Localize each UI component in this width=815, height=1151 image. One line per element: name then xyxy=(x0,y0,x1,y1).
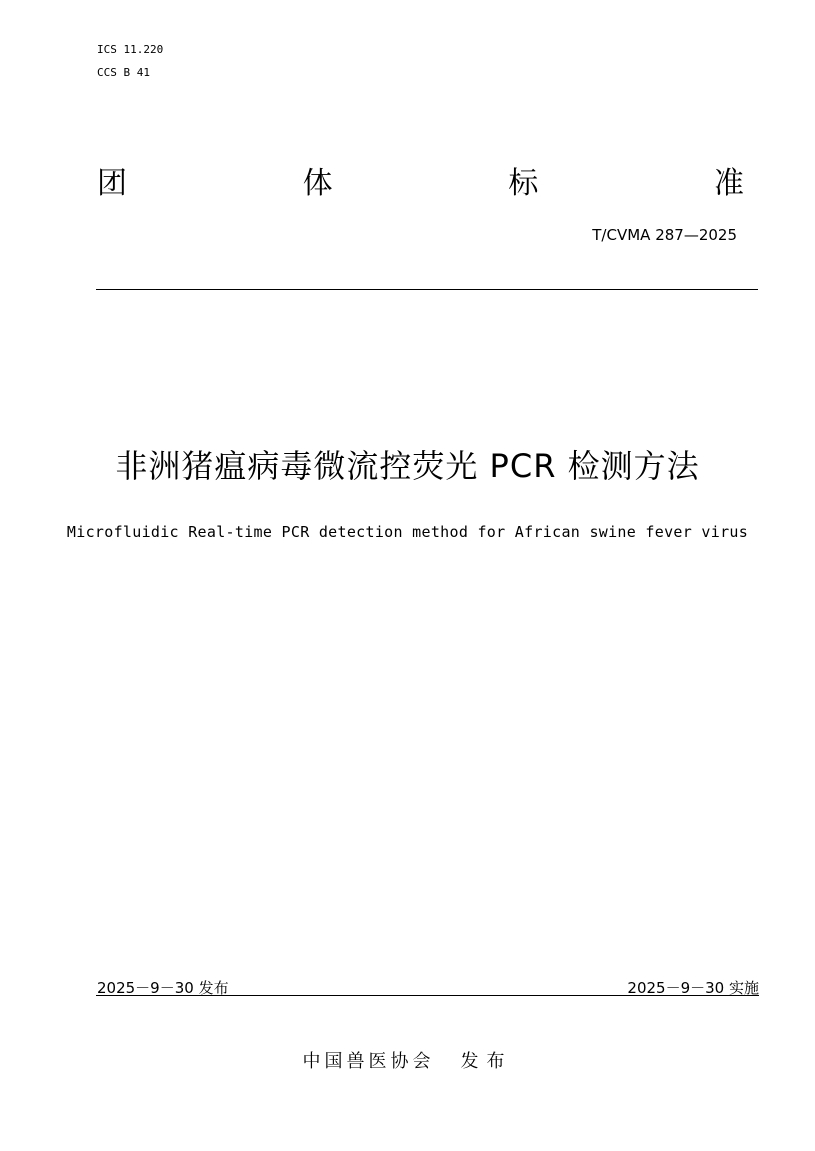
category-char-3: 标 xyxy=(508,166,539,201)
issue-verb: 发布 xyxy=(460,1051,513,1072)
bottom-divider xyxy=(96,995,759,996)
title-chinese: 非洲猪瘟病毒微流控荧光 PCR 检测方法 xyxy=(115,447,700,485)
top-divider xyxy=(96,289,758,290)
standard-number: T/CVMA 287—2025 xyxy=(592,226,737,244)
standard-category xyxy=(97,160,744,200)
ccs-code: CCS B 41 xyxy=(97,66,150,79)
implement-date: 2025－9－30 实施 xyxy=(627,979,759,997)
ics-code: ICS 11.220 xyxy=(97,43,164,56)
issuer-line xyxy=(0,1047,815,1073)
category-char-2: 体 xyxy=(302,166,333,201)
issuer-name: 中国兽医协会 xyxy=(302,1051,435,1072)
title-english: Microfluidic Real-time PCR detection method for African swine fever virus xyxy=(66,523,749,541)
category-char-4: 准 xyxy=(713,166,744,201)
publish-date: 2025－9－30 发布 xyxy=(97,979,229,997)
category-char-1: 团 xyxy=(97,166,127,201)
